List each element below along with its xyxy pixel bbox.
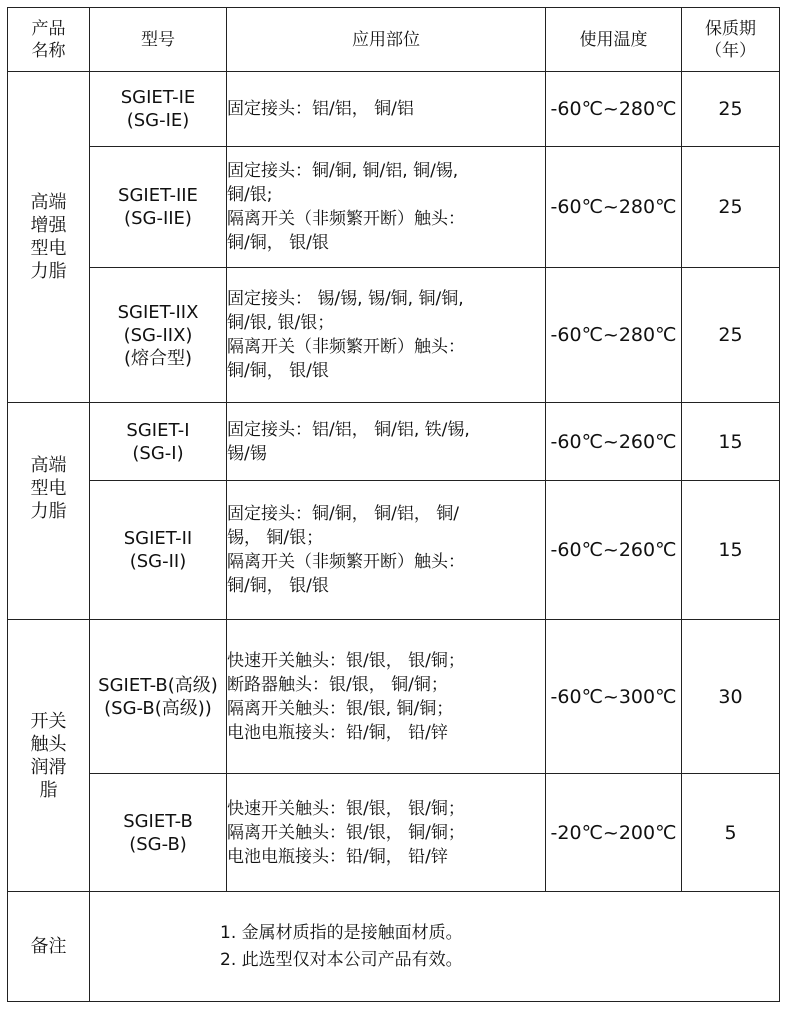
table-row: [8, 774, 780, 892]
note-item: 2. 此选型仅对本公司产品有效。: [220, 949, 463, 970]
application-cell: 固定接头：铜/铜， 铜/铝， 铜/ 锡， 铜/银； 隔离开关（非频繁开断）触头： 铜/铜， 银/银: [227, 481, 546, 620]
temperature-cell: -60℃~260℃: [546, 481, 682, 620]
shelf-life-cell: 15: [682, 481, 780, 620]
product-spec-table: [7, 7, 780, 1002]
application-cell: 快速开关触头：银/银， 银/铜； 断路器触头：银/银， 铜/铜； 隔离开关触头：银/银, 铜/铜； 电池电瓶接头：铅/铜， 铅/锌: [227, 620, 546, 774]
application-cell: 固定接头：铝/铝， 铜/铝: [227, 72, 546, 147]
application-cell: 固定接头：铝/铝， 铜/铝, 铁/锡, 锡/锡: [227, 403, 546, 481]
table-row: [8, 481, 780, 620]
model-cell: SGIET-IE (SG-IE): [90, 72, 227, 147]
shelf-life-cell: 30: [682, 620, 780, 774]
product-name-cell: 高端 增强 型电 力脂: [8, 72, 90, 403]
temperature-cell: -20℃~200℃: [546, 774, 682, 892]
header-product-name: 产品 名称: [8, 8, 90, 72]
shelf-life-cell: 25: [682, 268, 780, 403]
temperature-cell: -60℃~280℃: [546, 268, 682, 403]
product-name-cell: 开关 触头 润滑 脂: [8, 620, 90, 892]
temperature-cell: -60℃~280℃: [546, 72, 682, 147]
application-cell: 固定接头： 锡/锡, 锡/铜, 铜/铜, 铜/银, 银/银； 隔离开关（非频繁开断）触头： 铜/铜， 银/银: [227, 268, 546, 403]
header-shelf-life: 保质期 （年）: [682, 8, 780, 72]
table-row: [8, 72, 780, 147]
shelf-life-cell: 25: [682, 72, 780, 147]
model-cell: SGIET-B (SG-B): [90, 774, 227, 892]
note-item: 1. 金属材质指的是接触面材质。: [220, 922, 463, 943]
model-cell: SGIET-B(高级) (SG-B(高级)): [90, 620, 227, 774]
shelf-life-cell: 5: [682, 774, 780, 892]
application-cell: 快速开关触头：银/银， 银/铜； 隔离开关触头：银/银， 铜/铜； 电池电瓶接头：铅/铜， 铅/锌: [227, 774, 546, 892]
header-temperature: 使用温度: [546, 8, 682, 72]
temperature-cell: -60℃~280℃: [546, 147, 682, 268]
header-model: 型号: [90, 8, 227, 72]
notes-label: 备注: [8, 892, 90, 1002]
table-row: [8, 403, 780, 481]
header-application: 应用部位: [227, 8, 546, 72]
model-cell: SGIET-IIX (SG-IIX) (熔合型): [90, 268, 227, 403]
temperature-cell: -60℃~260℃: [546, 403, 682, 481]
temperature-cell: -60℃~300℃: [546, 620, 682, 774]
model-cell: SGIET-IIE (SG-IIE): [90, 147, 227, 268]
application-cell: 固定接头：铜/铜, 铜/铝, 铜/锡, 铜/银; 隔离开关（非频繁开断）触头： 铜/铜， 银/银: [227, 147, 546, 268]
table-row: [8, 620, 780, 774]
table-row: [8, 268, 780, 403]
header-row: [8, 8, 780, 72]
model-cell: SGIET-II (SG-II): [90, 481, 227, 620]
model-cell: SGIET-I (SG-I): [90, 403, 227, 481]
product-name-cell: 高端 型电 力脂: [8, 403, 90, 620]
shelf-life-cell: 15: [682, 403, 780, 481]
notes-cell: [90, 892, 780, 1002]
notes-row: [8, 892, 780, 1002]
table-row: [8, 147, 780, 268]
shelf-life-cell: 25: [682, 147, 780, 268]
